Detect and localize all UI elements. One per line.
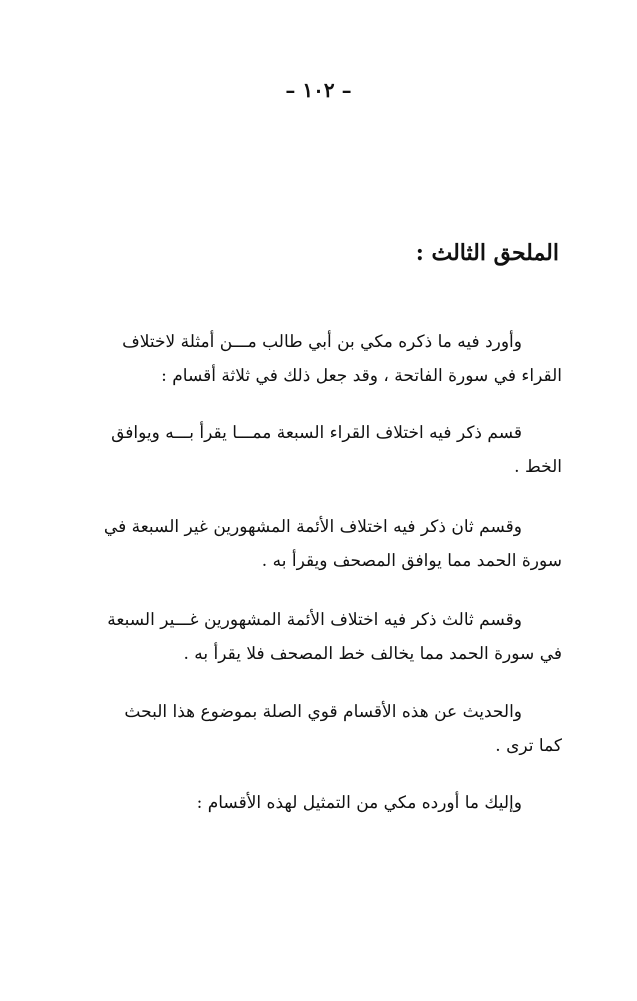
page-number: – ١٠٢ – [285,78,352,102]
paragraph-line: والحديث عن هذه الأقسام قوي الصلة بموضوع هذا البحث [124,702,522,722]
paragraph-line: وإليك ما أورده مكي من التمثيل لهذه الأقسام : [196,793,522,813]
paragraph-line: وقسم ثالث ذكر فيه اختلاف الأئمة المشهورين غـــير السبعة [107,610,522,630]
paragraph-line: القراء في سورة الفاتحة ، وقد جعل ذلك في ثلاثة أقسام : [161,366,562,386]
paragraph-first-section [74,416,562,484]
paragraph-line: وقسم ثان ذكر فيه اختلاف الأئمة المشهورين غير السبعة في [103,517,522,537]
paragraph-line: وأورد فيه ما ذكره مكي بن أبي طالب مـــن أمثلة لاختلاف [122,332,522,352]
paragraph-line: في سورة الحمد مما يخالف خط المصحف فلا يقرأ به . [183,644,562,664]
paragraph-second-section [74,510,562,578]
paragraph-line: الخط . [514,457,562,477]
paragraph-line: سورة الحمد مما يوافق المصحف ويقرأ به . [261,551,562,571]
paragraph-closing [74,786,562,820]
section-heading: الملحق الثالث : [415,240,559,266]
paragraph-relevance [74,695,562,763]
paragraph-intro [74,325,562,393]
paragraph-line: قسم ذكر فيه اختلاف القراء السبعة ممـــا يقرأ بـــه ويوافق [111,423,522,443]
paragraph-third-section [74,603,562,671]
paragraph-line: كما ترى . [495,736,562,756]
